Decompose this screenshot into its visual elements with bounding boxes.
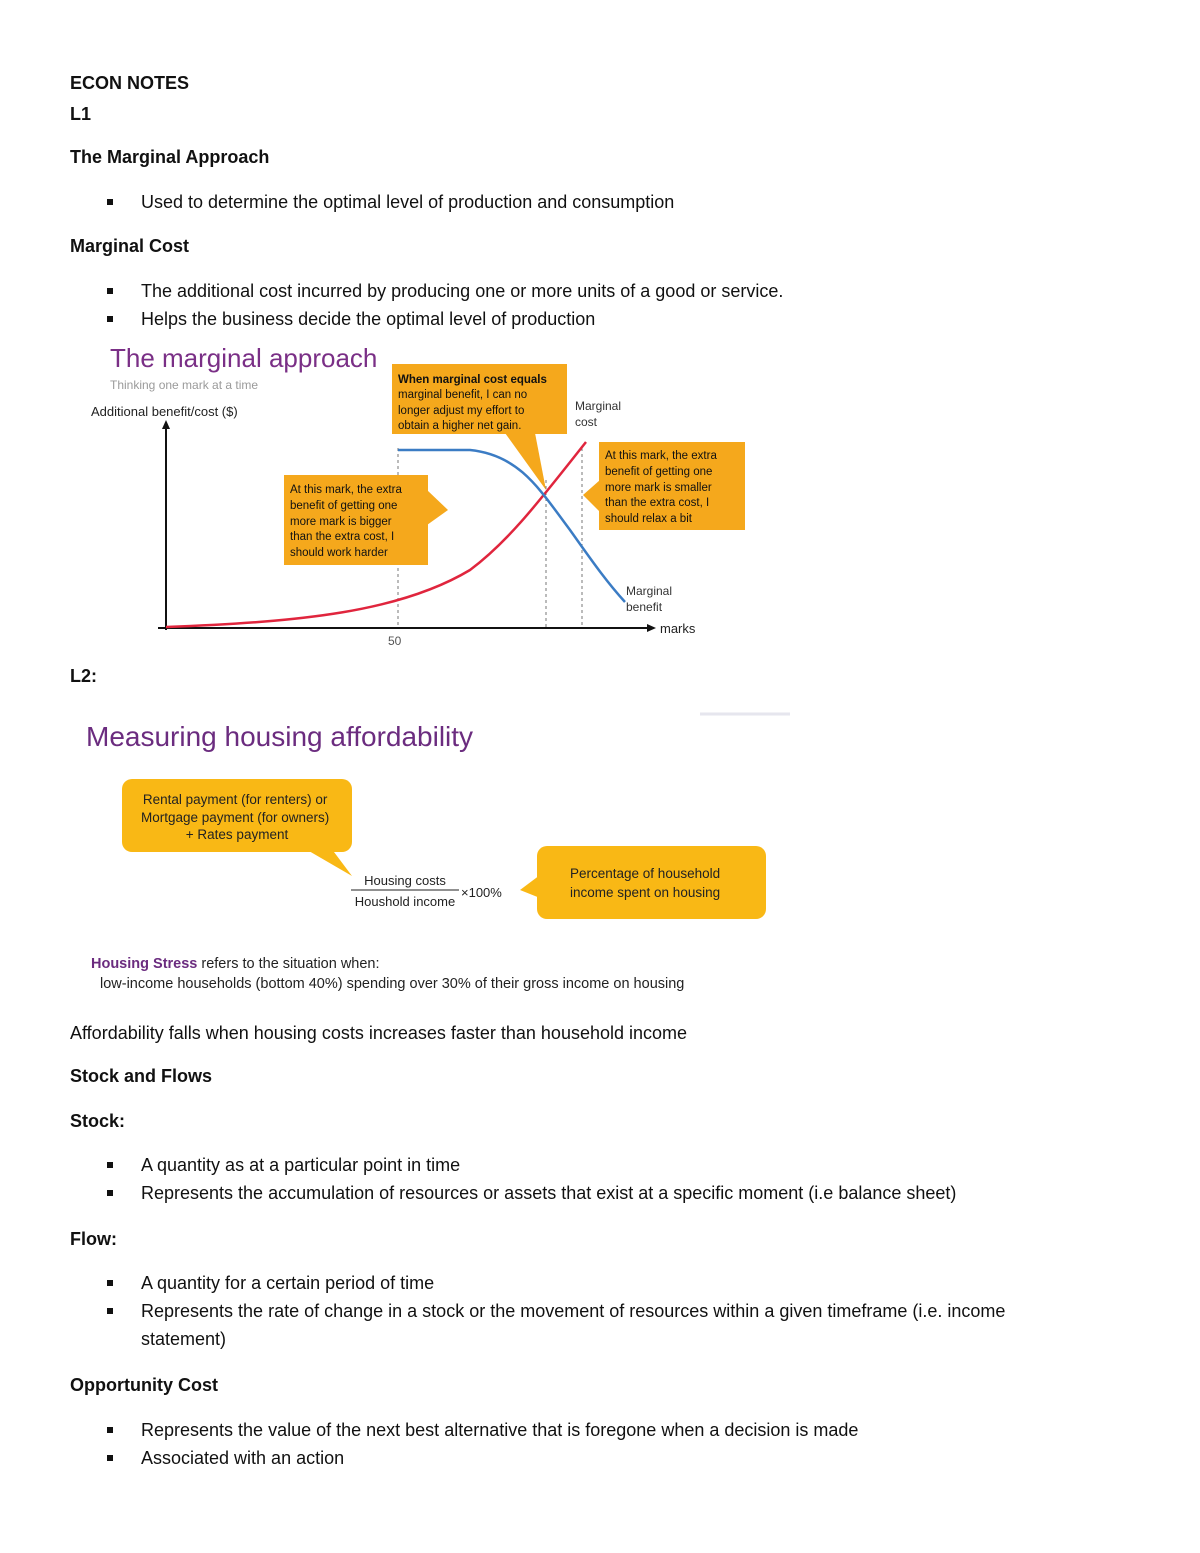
- x-axis-label: marks: [660, 621, 696, 636]
- callout-pointer: [505, 433, 546, 490]
- figure-title: Measuring housing affordability: [86, 721, 474, 752]
- figure-subtitle: Thinking one mark at a time: [110, 378, 259, 392]
- marginal-benefit-label: Marginal benefit: [626, 584, 673, 614]
- bullet-icon: [107, 1162, 113, 1168]
- bullet-icon: [107, 316, 113, 322]
- formula-numerator: Housing costs: [364, 873, 446, 888]
- marginal-benefit-curve: [398, 450, 625, 602]
- bullet-icon: [107, 288, 113, 294]
- callout-pointer: [583, 480, 600, 512]
- heading-stock-and-flows: Stock and Flows: [70, 1066, 213, 1086]
- bullet-icon: [107, 1280, 113, 1286]
- list-item: Helps the business decide the optimal level of production: [70, 305, 1130, 333]
- doc-title: ECON NOTES: [70, 73, 190, 93]
- callout-pointer: [427, 490, 448, 525]
- list-item: Represents the value of the next best alternative that is foregone when a decision is made: [70, 1416, 1130, 1444]
- bullet-icon: [107, 1190, 113, 1196]
- bullet-icon: [107, 1455, 113, 1461]
- heading-flow: Flow:: [70, 1229, 117, 1249]
- list-item: Associated with an action: [70, 1444, 1130, 1472]
- list-item: The additional cost incurred by producing one or more units of a good or service.: [70, 277, 1130, 305]
- housing-affordability-figure: [0, 690, 820, 1000]
- opportunity-cost-list: [70, 1416, 1130, 1472]
- y-axis-label: Additional benefit/cost ($): [91, 404, 238, 419]
- formula-denominator: Houshold income: [354, 894, 456, 909]
- heading-marginal-approach: The Marginal Approach: [70, 147, 270, 167]
- bullet-icon: [107, 1308, 113, 1314]
- callout-percentage-box: [537, 846, 766, 919]
- list-item: Represents the rate of change in a stock or the movement of resources within a given timeframe (i.e. income statement): [70, 1297, 1060, 1353]
- callout-percentage-text: Percentage of household income spent on housing: [570, 866, 721, 900]
- housing-stress-definition: Housing Stress refers to the situation when:: [91, 956, 380, 972]
- figure-title: The marginal approach: [110, 343, 378, 373]
- marginal-approach-list: [70, 188, 1130, 216]
- heading-opportunity-cost: Opportunity Cost: [70, 1375, 218, 1395]
- y-axis-arrow-icon: [162, 420, 170, 429]
- list-item: Used to determine the optimal level of production and consumption: [70, 188, 1130, 216]
- affordability-note: Affordability falls when housing costs increases faster than household income: [70, 1023, 688, 1043]
- bullet-icon: [107, 199, 113, 205]
- heading-stock: Stock:: [70, 1111, 126, 1131]
- flow-list: [70, 1269, 1060, 1353]
- housing-stress-criteria: low-income households (bottom 40%) spending over 30% of their gross income on housing: [100, 976, 685, 992]
- x-axis-arrow-icon: [647, 624, 656, 632]
- marginal-cost-label: Marginal cost: [575, 399, 622, 429]
- heading-marginal-cost: Marginal Cost: [70, 236, 190, 256]
- list-item: A quantity for a certain period of time: [70, 1269, 1060, 1297]
- marginal-cost-list: [70, 277, 1130, 333]
- x-tick-label: 50: [388, 634, 402, 648]
- bullet-icon: [107, 1427, 113, 1433]
- list-item: Represents the accumulation of resources or assets that exist at a specific moment (i.e balance sheet): [70, 1179, 1130, 1207]
- formula-multiplier: ×100%: [461, 885, 502, 900]
- callout-equal-text: When marginal cost equals marginal benefit, I can no longer adjust my effort to obtain a higher net gain.: [398, 374, 547, 432]
- callout-left-text: At this mark, the extra benefit of getting one more mark is bigger than the extra cost, I should work harder: [290, 484, 402, 559]
- callout-right-text: At this mark, the extra benefit of getting one more mark is smaller than the extra cost, I should relax a bit: [605, 450, 717, 525]
- lecture-2-label: L2:: [70, 666, 97, 686]
- marginal-approach-figure: [0, 330, 800, 660]
- list-item: A quantity as at a particular point in time: [70, 1151, 1130, 1179]
- callout-costs-text: Rental payment (for renters) or Mortgage payment (for owners) + Rates payment: [140, 792, 330, 842]
- stock-list: [70, 1151, 1130, 1207]
- lecture-1-label: L1: [70, 104, 92, 124]
